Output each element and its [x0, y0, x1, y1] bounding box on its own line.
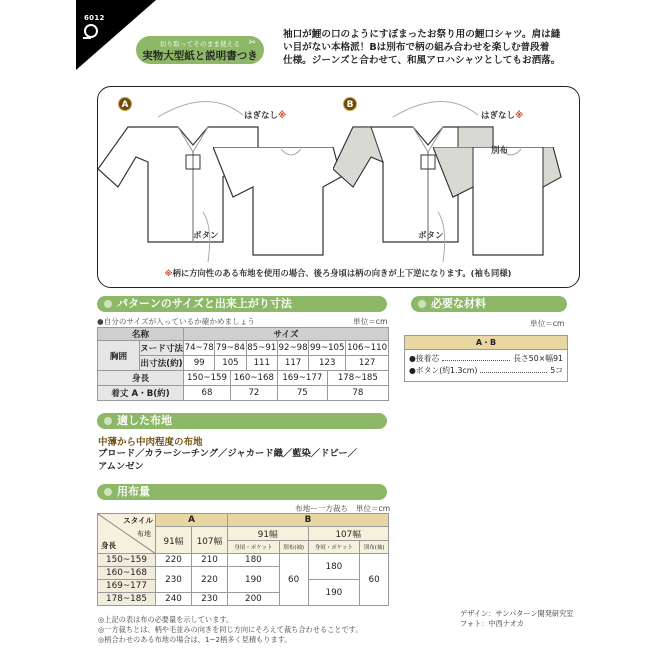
finished-value: 117 [277, 356, 308, 371]
value-cell: 220 [156, 554, 192, 567]
finished-value: 105 [215, 356, 246, 371]
a-91-width: 91幅 [156, 527, 192, 554]
badge-title: 実物大型紙と説明書つき [142, 50, 258, 62]
shirt-a-back-illustration [213, 147, 343, 267]
note-line: ◎上記の表は布の必要量を示しています。 [98, 615, 234, 624]
size-section-heading: パターンのサイズと出来上がり寸法 [97, 296, 387, 312]
callout-seamless-a: はぎなし※ [244, 111, 287, 121]
photo-credit: フォト：中西ナオカ [460, 619, 524, 628]
b91-body-pocket: 身頃・ポケット [228, 541, 280, 554]
pattern-badge [136, 36, 264, 64]
pattern-code: 6012 [84, 14, 105, 22]
height-cell: 178~185 [98, 593, 156, 606]
nude-value: 92~98 [277, 341, 308, 356]
size-hint: ●自分のサイズが入っているか確かめましょう [97, 317, 255, 326]
value-cell: 180 [228, 554, 280, 567]
fabric-list-line: アムンゼン [98, 461, 144, 472]
size-table [97, 327, 389, 401]
col-style-a: A [156, 514, 228, 527]
b91-contrast-sleeve: 別布(袖) [279, 541, 308, 554]
value-cell: 230 [192, 593, 228, 606]
style-b-label: B [343, 97, 357, 111]
b-107-width: 107幅 [308, 527, 389, 541]
materials-heading: 必要な材料 [411, 296, 567, 312]
materials-unit: 単位＝cm [530, 319, 565, 328]
note-line: ◎一方裁ちとは、柄や毛並みの向きを同じ方向にそろえて裁ち合わせることです。 [98, 625, 363, 634]
yardage-notes [98, 615, 362, 645]
b107-contrast-sleeve: 別布(袖) [360, 541, 389, 554]
callout-button-b: ボタン [418, 231, 444, 241]
height-value: 169~177 [277, 371, 327, 386]
height-cell: 169~177 [98, 580, 156, 593]
col-name: 名称 [98, 328, 184, 341]
finished-value: 99 [184, 356, 215, 371]
fabric-list [98, 447, 358, 473]
length-value: 72 [230, 386, 277, 401]
length-value: 68 [184, 386, 231, 401]
nude-value: 106~110 [346, 341, 389, 356]
yardage-unit-note: 布地ー一方裁ち 単位＝cm [295, 504, 391, 513]
finished-value: 123 [309, 356, 346, 371]
intro-text [283, 28, 578, 68]
yardage-heading: 用布量 [97, 484, 387, 500]
value-cell: 190 [228, 567, 280, 593]
value-cell: 60 [279, 554, 308, 606]
brand-logo-icon [84, 24, 98, 38]
finished-label: 出寸法(約) [140, 356, 184, 371]
illustration-panel [97, 86, 580, 288]
length-label: 着丈 A・B(約) [98, 386, 184, 401]
materials-box [404, 335, 568, 382]
fabric-subtitle: 中薄から中肉程度の布地 [98, 437, 203, 448]
value-cell: 180 [308, 554, 360, 580]
badge-subtitle: 切り取ってそのまま使える [159, 40, 241, 48]
intro-line: 仕様。ジーンズと合わせて、和風アロハシャツとしてもお洒落。 [283, 55, 561, 67]
height-value: 178~185 [327, 371, 388, 386]
height-cell: 150~159 [98, 554, 156, 567]
value-cell: 210 [192, 554, 228, 567]
fabric-list-line: ブロード／カラーシーチング／ジャカード織／藍染／ドビー／ [98, 448, 357, 459]
col-style-b: B [228, 514, 389, 527]
intro-line: 袖口が鯉の口のようにすぼまったお祭り用の鯉口シャツ。肩は縫 [283, 29, 561, 40]
fabric-heading: 適した布地 [97, 413, 387, 429]
material-item: ●接着芯 長さ50×幅91 [409, 354, 563, 363]
finished-value: 127 [346, 356, 389, 371]
height-value: 150~159 [184, 371, 231, 386]
nude-value: 79~84 [215, 341, 246, 356]
value-cell: 240 [156, 593, 192, 606]
value-cell: 220 [192, 567, 228, 593]
nude-value: 99~105 [309, 341, 346, 356]
callout-seamless-b: はぎなし※ [481, 111, 524, 121]
height-value: 160~168 [230, 371, 277, 386]
nude-value: 85~91 [246, 341, 277, 356]
intro-line: い目がない本格派！Bは別布で柄の組み合わせを楽しむ普段着 [283, 42, 550, 54]
corner-header-cell: スタイル 布地 身長 [98, 514, 156, 554]
finished-value: 111 [246, 356, 277, 371]
value-cell: 60 [360, 554, 389, 606]
height-cell: 160~168 [98, 567, 156, 580]
value-cell: 230 [156, 567, 192, 593]
b107-body-pocket: 身頃・ポケット [308, 541, 360, 554]
shirt-b-back-illustration [433, 147, 563, 267]
length-value: 75 [277, 386, 327, 401]
callout-button-a: ボタン [193, 231, 219, 241]
credits [460, 609, 574, 629]
chest-label: 胸囲 [98, 341, 140, 371]
style-a-label: A [118, 97, 132, 111]
yardage-table [97, 513, 389, 606]
materials-header: A・B [405, 336, 567, 350]
design-credit: デザイン：サンパターン開発研究室 [460, 609, 574, 618]
value-cell: 190 [308, 580, 360, 606]
direction-note: ※柄に方向性のある布地を使用の場合、後ろ身頃は柄の向きが上下逆になります。(袖も同様) [164, 268, 512, 278]
col-size: サイズ [184, 328, 389, 341]
b-91-width: 91幅 [228, 527, 309, 541]
material-item: ●ボタン(約1.3cm) 5コ [409, 366, 563, 375]
scissors-icon: ✂ [248, 38, 256, 48]
nude-label: ヌード寸法 [140, 341, 184, 356]
nude-value: 74~78 [184, 341, 215, 356]
value-cell: 200 [228, 593, 280, 606]
length-value: 78 [327, 386, 388, 401]
a-107-width: 107幅 [192, 527, 228, 554]
note-line: ◎柄合わせのある布地の場合は、1~2柄多く見積もります。 [98, 635, 292, 644]
height-label: 身長 [98, 371, 184, 386]
size-unit: 単位＝cm [353, 317, 388, 326]
callout-contrast-fabric: 別布 [491, 146, 509, 156]
